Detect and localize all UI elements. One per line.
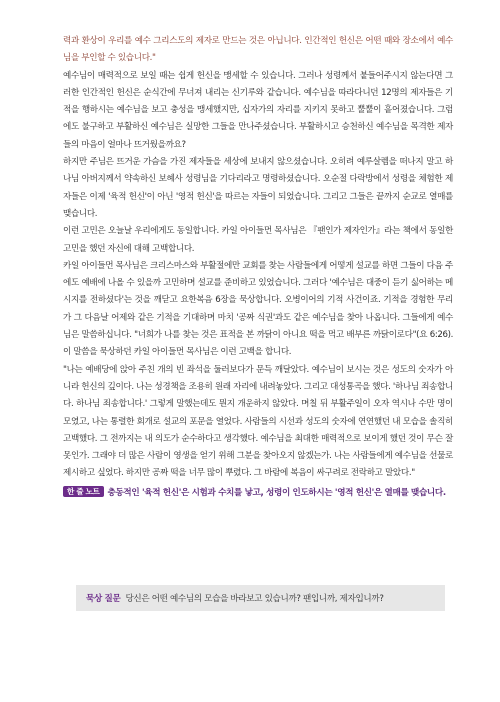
meditation-label: 묵상 질문 [86,594,121,604]
meditation-question: 당신은 어떤 예수님의 모습을 바라보고 있습니까? 팬입니까, 제자입니까? [125,594,384,604]
paragraph-book-intro: 이런 고민은 오늘날 우리에게도 동일합니다. 카일 아이들먼 목사님은 『팬인가 제자인가』라는 책에서 동일한 고민을 했던 자신에 대해 고백합니다. [63,226,453,254]
paragraph-five-loaves: 카일 아이들먼 목사님은 크리스마스와 부활절에만 교회를 찾는 사람들에게 어떻게 설교를 하면 그들이 다음 주에도 예배에 나올 수 있을까 고민하며 설교를 준비하고 있었습니다. 그러다 '예수님은 대중이 듣기 싫어하는 메시지를 전하셨다'는 것을 깨닫고 요한복음 6장을 묵상합니다. 오병이어의 기적 사건이죠. 기적을 경험한 무리가 그 다음날 어제와 같은 기적을 기대하며 마치 '공짜 식권'과도 같은 예수님을 찾아 나옵니다. 그들에게 예수님은 말씀하십니다. "너희가 나를 찾는 것은 표적을 본 까닭이 아니요 떡을 먹고 배부른 까닭이로다"(요 6:26). 이 말씀을 묵상하던 카일 아이들먼 목사님은 이런 고백을 합니다. [63,260,454,358]
note-badge: 한 줄 노트 [63,486,104,497]
body-text [63,33,453,502]
opening-paragraph: 력과 환상이 우리를 예수 그리스도의 제자로 만드는 것은 아닙니다. 인간적인 헌신은 어떤 때와 장소에서 예수님을 부인할 수 있습니다." [63,36,453,64]
paragraph-pentecost: 하지만 주님은 뜨거운 가슴을 가진 제자들을 세상에 보내지 않으셨습니다. 오히려 예루살렘을 떠나지 말고 하나님 아버지께서 약속하신 보혜사 성령님을 기다리라고 명령하셨습니다. 오순절 다락방에서 성령을 체험한 제자들은 이제 '육적 헌신'이 아닌 '영적 헌신'을 따르는 자들이 되었습니다. 그리고 그들은 끝까지 순교로 열매를 맺습니다. [63,157,453,219]
note-text: 충동적인 '육적 헌신'은 시험과 수치를 낳고, 성령이 인도하시는 '영적 헌신'은 열매를 맺습니다. [107,487,446,498]
paragraph-commitment: 예수님이 매력적으로 보일 때는 쉽게 헌신을 맹세할 수 있습니다. 그러나 성령께서 붙들어주시지 않는다면 그러한 인간적인 헌신은 순식간에 무너져 내리는 신기루와 같습니다. 예수님을 따라다니던 12명의 제자들은 기적을 행하시는 예수님을 보고 충성을 맹세했지만, 십자가의 자리를 지키지 못하고 뿔뿔이 흩어졌습니다. 그럼에도 불구하고 부활하신 예수님은 실망한 그들을 만나주셨습니다. 부활하시고 승천하신 예수님을 목격한 제자들의 마음이 얼마나 뜨거웠을까요? [63,70,453,150]
meditation-question-box [76,585,445,611]
paragraph-confession-quote: "나는 예배당에 앉아 주친 개의 빈 좌석을 둘러보다가 문득 깨달았다. 예수님이 보시는 것은 성도의 숫자가 아니라 헌신의 깊이다. 나는 성경책을 조용히 원래 자리에 내려놓았다. 그리고 대성통곡을 했다. '하나님 죄송합니다. 하나님 죄송합니다.' 그렇게 말했는데도 뭔지 개운하지 않았다. 며칠 뒤 부활주일이 오자 역시나 수만 명이 모였고, 나는 통렬한 회개로 설교의 포문을 열었다. 사람들의 시선과 성도의 숫자에 연연했던 내 모습을 솔직히 고백했다. 그 전까지는 내 의도가 순수하다고 생각했다. 예수님을 최대한 매력적으로 보이게 했던 것이 무슨 잘못인가. 그래야 더 많은 사람이 영생을 얻기 위해 그분을 찾아오지 않겠는가. 나는 사람들에게 예수님을 선물로 제시하고 싶었다. 하지만 공짜 떡을 너무 많이 뿌렸다. 그 바람에 복음이 싸구려로 전락하고 말았다." [63,364,453,479]
one-line-note [63,485,453,502]
